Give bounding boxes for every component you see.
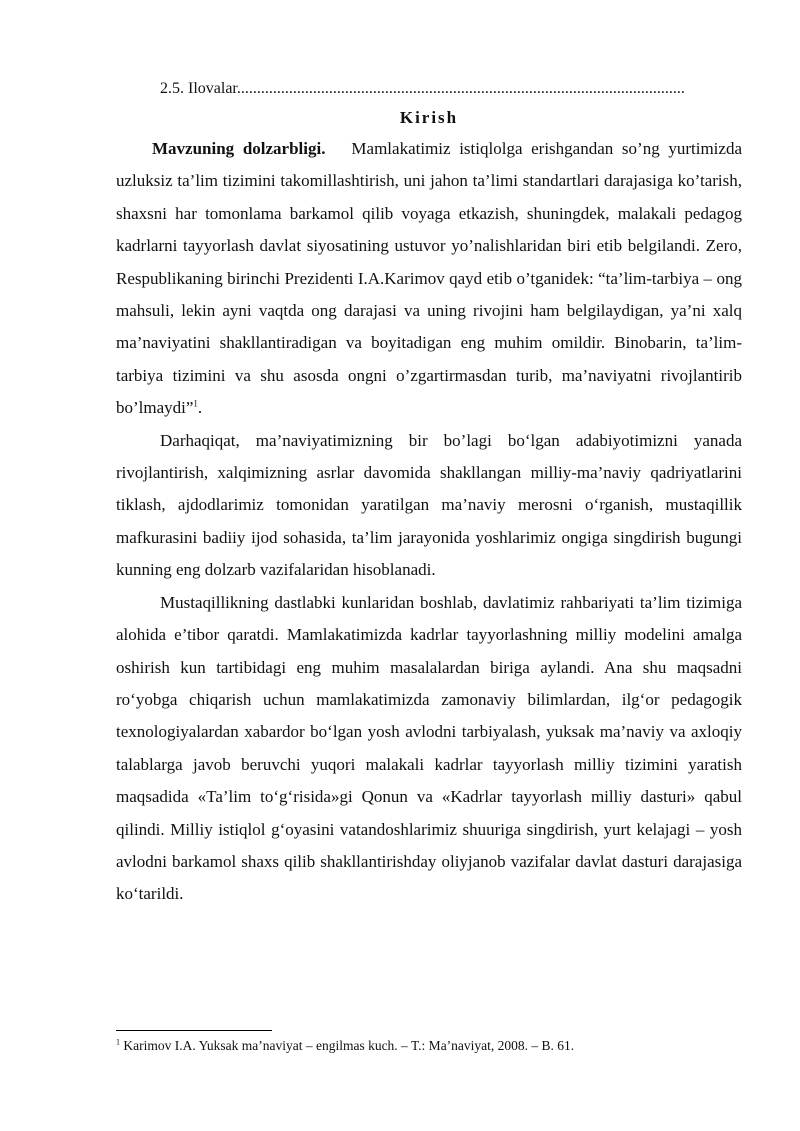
footnote xyxy=(116,1036,742,1056)
toc-entry-label: 2.5. Ilovalar xyxy=(160,80,237,97)
paragraph-relevance xyxy=(116,133,742,425)
section-heading: Kirish xyxy=(399,108,459,127)
footnote-text: Karimov I.A. Yuksak ma’naviyat – engilmas kuch. – T.: Ma’naviyat, 2008. – B. 61. xyxy=(120,1038,575,1053)
footnote-reference: 1 xyxy=(193,398,198,409)
toc-entry xyxy=(116,74,742,103)
footnote-marker: 1 xyxy=(116,1037,120,1047)
document-page xyxy=(116,74,742,911)
paragraph-lead: Mavzuning dolzarbligi. xyxy=(152,139,326,158)
paragraph-independence: Mustaqillikning dastlabki kunlaridan boshlab, davlatimiz rahbariyati ta’lim tizimiga alohida e’tibor qaratdi. Mamlakatimizda kadrlar tayyorlashning milliy modelini amalga oshirish kun tartibidagi eng muhim masalalardan biriga aylandi. Ana shu maqsadni ro‘yobga chiqarish uchun mamlakatimizda zamonaviy bilimlardan, ilg‘or pedagogik texnologiyalardan xabardor bo‘lgan yosh avlodni tarbiyalash, yuksak ma’naviy va axloqiy talablarga javob beruvchi yuqori malakali kadrlar tayyorlash milliy tizimini yaratish maqsadida «Ta’lim to‘g‘risida»gi Qonun va «Kadrlar tayyorlash milliy dasturi» qabul qilindi. Milliy istiqlol g‘oyasini vatandoshlarimiz shuuriga singdirish, yurt kelajagi – yosh avlodni barkamol shaxs qilib shakllantirishday oliyjanob vazifalar davlat dasturi darajasiga ko‘tarildi. xyxy=(116,592,742,904)
paragraph-literature: Darhaqiqat, ma’naviyatimizning bir bo’lagi bo‘lgan adabiyotimizni yanada rivojlantirish, xalqimizning asrlar davomida shakllangan milliy-ma’naviy qadriyatlarini tiklash, ajdodlarimiz tomonidan yaratilgan ma’naviy merosni o‘rganish, mustaqillik mafkurasini badiiy ijod sohasida, ta’lim jarayonida yoshlarimiz ongiga singdirish bugungi kunning eng dolzarb vazifalaridan hisoblanadi. xyxy=(116,430,742,580)
footnote-separator xyxy=(116,1030,272,1031)
paragraph-text: Mamlakatimiz istiqlolga erishgandan so’ng yurtimizda uzluksiz ta’lim tizimini takomillashtirish, uni jahon ta’limi standartlari darajasiga ko’tarish, shaxsni har tomonlama barkamol qilib voyaga etkazish, shuningdek, malakali pedagog kadrlarni tayyorlash davlat siyosatining ustuvor yo’nalishlaridan biri etib belgilandi. Zero, Respublikaning birinchi Prezidenti I.A.Karimov qayd etib o’tganidek: “ta’lim-tarbiya – ong mahsuli, lekin ayni vaqtda ong darajasi va uning rivojini ham belgilaydigan, ya’ni xalq ma’naviyatini shakllantiradigan va boyitadigan eng muhim omildir. Binobarin, ta’lim-tarbiya tizimini va shu asosda ongni o’zgartirmasdan turib, ma’naviyatni rivojlantirib bo’lmaydi” xyxy=(116,139,742,418)
paragraph-end: . xyxy=(197,398,203,418)
toc-leader-dots: ................................................................................................................ xyxy=(236,80,685,97)
